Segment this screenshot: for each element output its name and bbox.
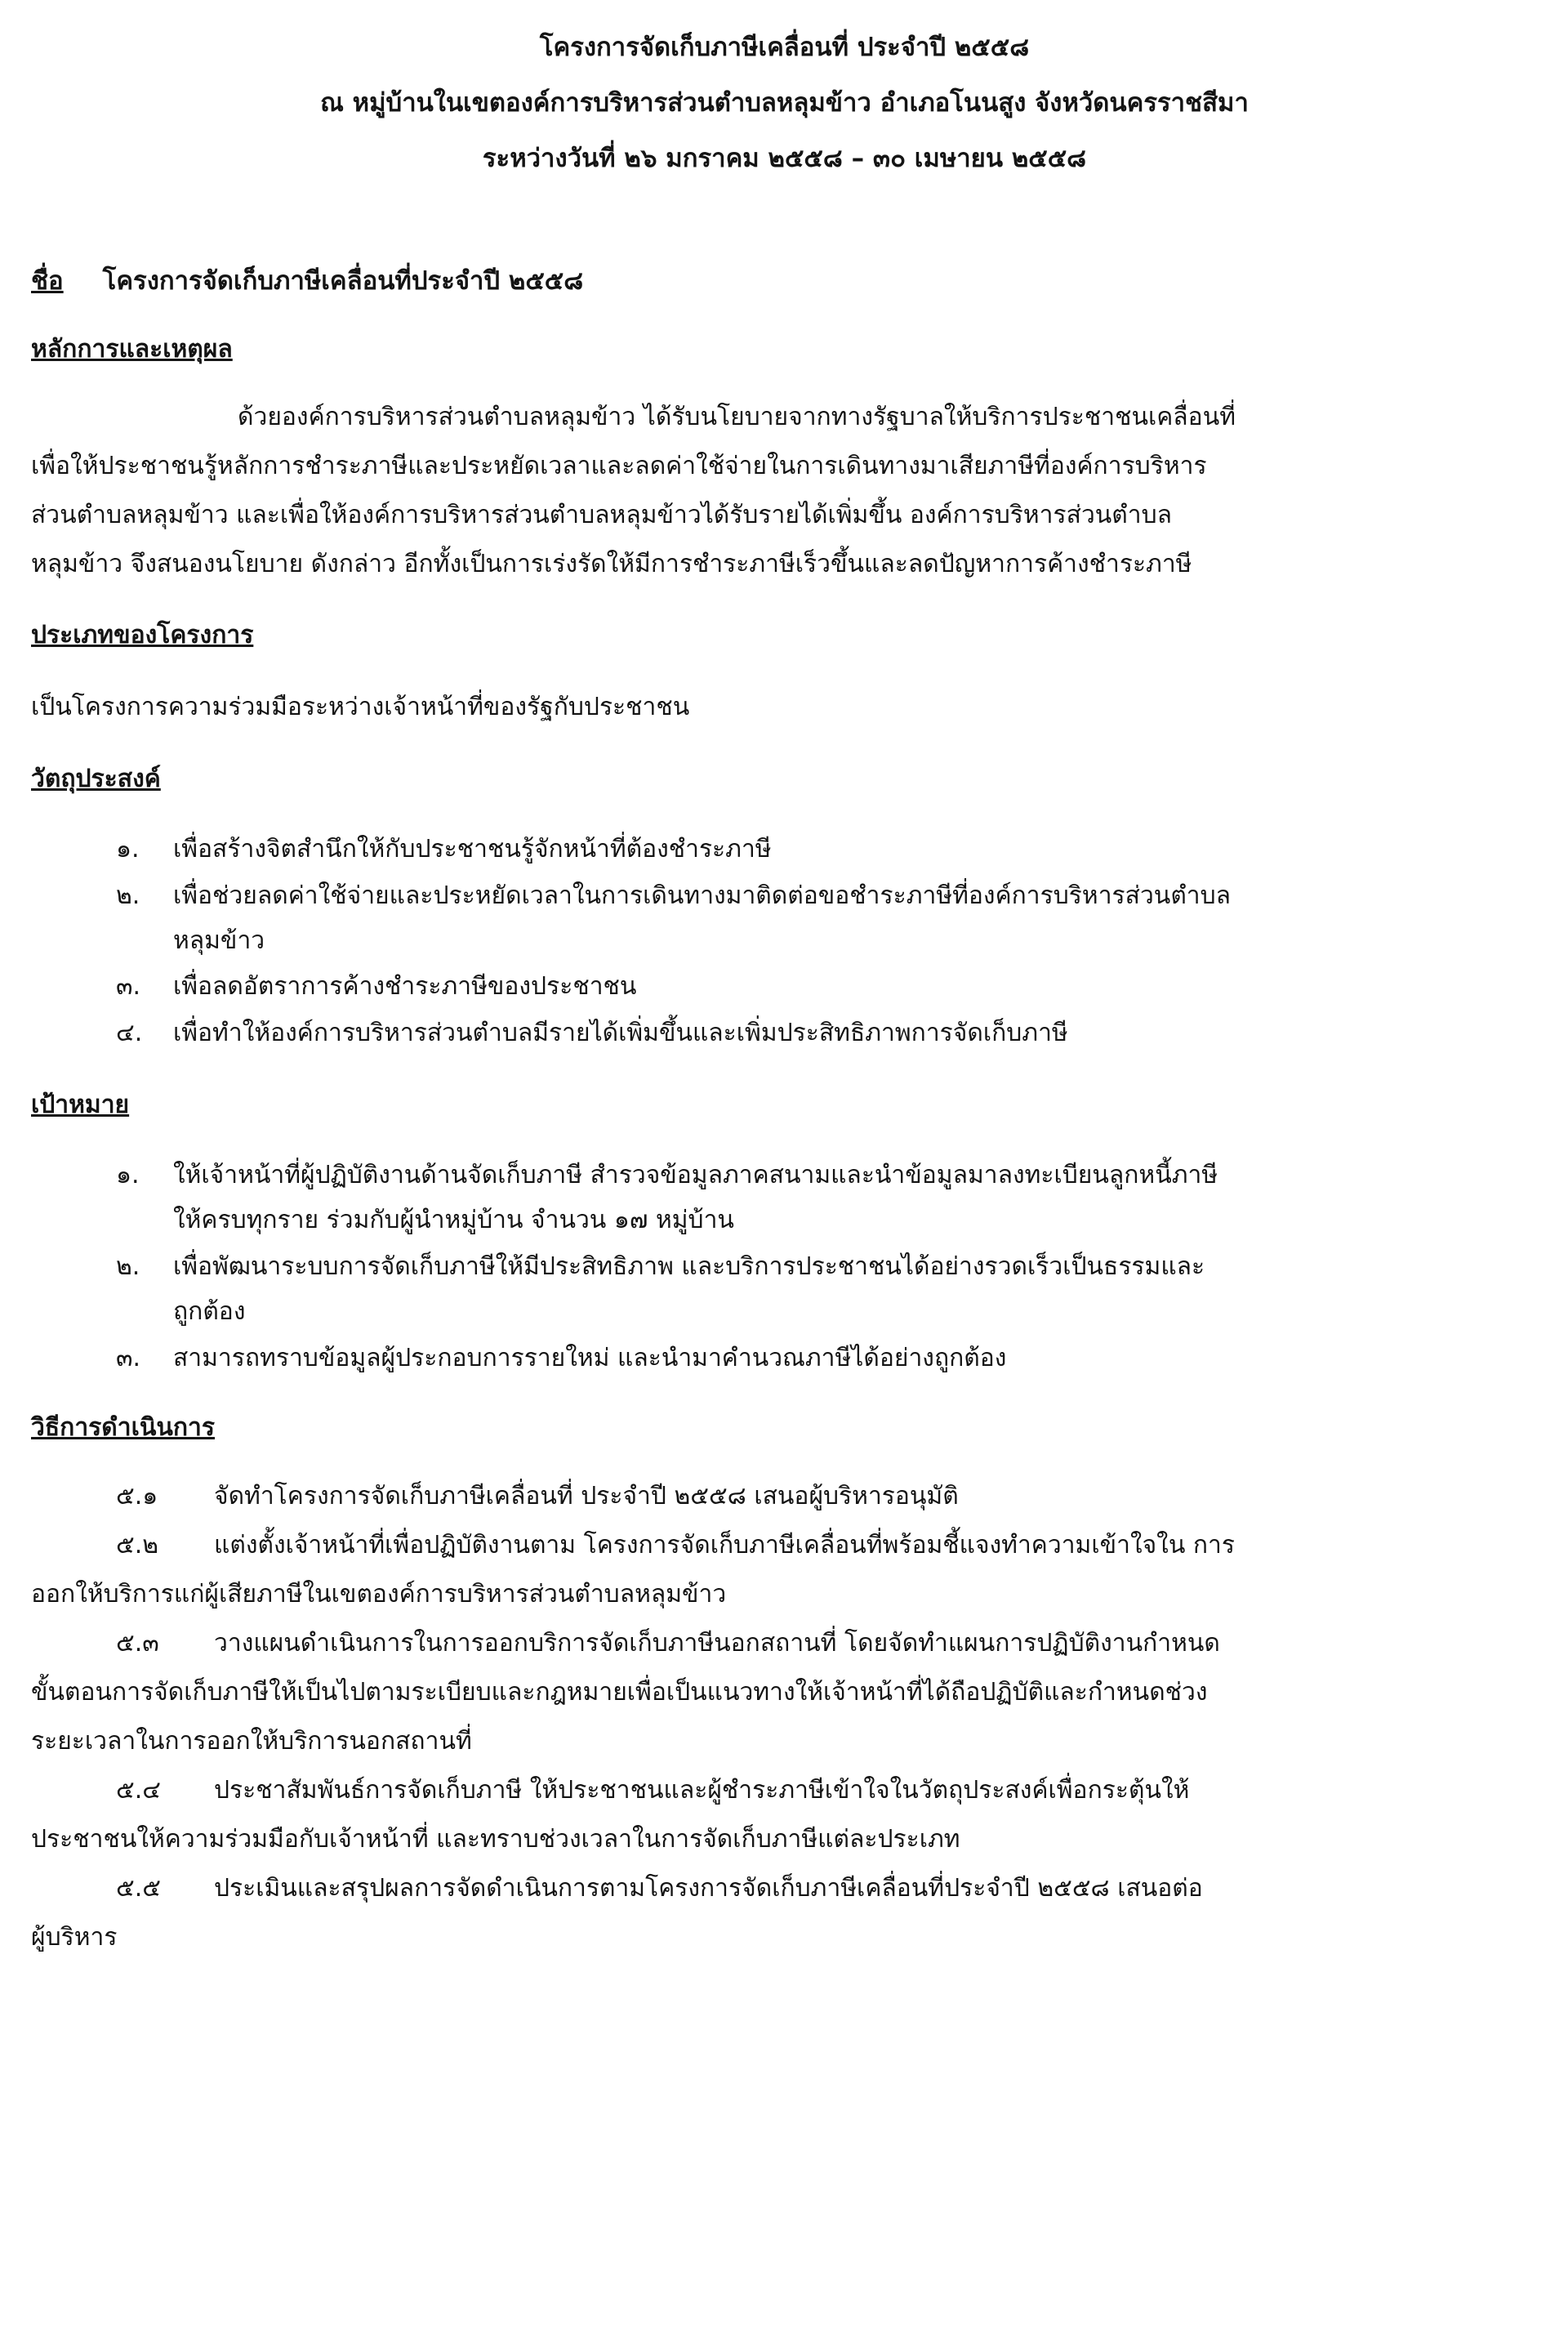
objective-item: [31, 880, 1538, 912]
method-item: [31, 1774, 1538, 1807]
principle-heading: หลักการและเหตุผล: [31, 335, 233, 364]
goal-item: [31, 1251, 1538, 1283]
method-text: แต่งตั้งเจ้าหน้าที่เพื่อปฏิบัติงานตาม โครงการจัดเก็บภาษีเคลื่อนที่พร้อมชี้แจงทำความเข้าใจใน การ: [214, 1531, 1235, 1559]
method-number: ๕.๑: [116, 1482, 158, 1510]
objective-number: ๒.: [116, 881, 140, 910]
goal-text-cont: ให้ครบทุกราย ร่วมกับผู้นำหมู่บ้าน จำนวน ๑๗ หมู่บ้าน: [173, 1206, 734, 1234]
method-number: ๕.๓: [116, 1629, 159, 1658]
goal-text-cont: ถูกต้อง: [173, 1297, 246, 1326]
objective-text: เพื่อทำให้องค์การบริหารส่วนตำบลมีรายได้เพิ่มขึ้นและเพิ่มประสิทธิภาพการจัดเก็บภาษี: [173, 1019, 1068, 1047]
goal-text: สามารถทราบข้อมูลผู้ประกอบการรายใหม่ และนำมาคำนวณภาษีได้อย่างถูกต้อง: [173, 1344, 1007, 1372]
method-text-cont: ระยะเวลาในการออกให้บริการนอกสถานที่: [31, 1727, 472, 1756]
method-text-cont: ออกให้บริการแก่ผู้เสียภาษีในเขตองค์การบริหารส่วนตำบลหลุมข้าว: [31, 1580, 727, 1608]
objective-number: ๑.: [116, 835, 140, 863]
method-item: [31, 1529, 1538, 1562]
project-name-label: ชื่อ: [31, 266, 64, 296]
method-text: ประชาสัมพันธ์การจัดเก็บภาษี ให้ประชาชนและผู้ชำระภาษีเข้าใจในวัตถุประสงค์เพื่อกระตุ้นให้: [214, 1776, 1190, 1805]
goal-item: [31, 1159, 1538, 1192]
goal-text: ให้เจ้าหน้าที่ผู้ปฏิบัติงานด้านจัดเก็บภาษี สำรวจข้อมูลภาคสนามและนำข้อมูลมาลงทะเบียนลูกหนี้ภาษี: [173, 1161, 1218, 1189]
objective-text: เพื่อช่วยลดค่าใช้จ่ายและประหยัดเวลาในการเดินทางมาติดต่อขอชำระภาษีที่องค์การบริหารส่วนตำบล: [173, 881, 1232, 910]
goal-number: ๒.: [116, 1252, 140, 1281]
method-text: ประเมินและสรุปผลการจัดดำเนินการตามโครงการจัดเก็บภาษีเคลื่อนที่ประจำปี ๒๕๕๘ เสนอต่อ: [214, 1874, 1203, 1903]
method-number: ๕.๔: [116, 1776, 161, 1805]
objective-text: เพื่อลดอัตราการค้างชำระภาษีของประชาชน: [173, 972, 637, 1001]
objective-text-cont: หลุมข้าว: [173, 926, 265, 955]
goals-heading: เป้าหมาย: [31, 1091, 130, 1119]
objective-number: ๔.: [116, 1019, 143, 1047]
method-item: [31, 1627, 1538, 1660]
goal-text: เพื่อพัฒนาระบบการจัดเก็บภาษีให้มีประสิทธิภาพ และบริการประชาชนได้อย่างรวดเร็วเป็นธรรมและ: [173, 1252, 1205, 1281]
type-heading: ประเภทของโครงการ: [31, 621, 254, 649]
objectives-heading: วัตถุประสงค์: [31, 765, 161, 793]
method-text-cont: ประชาชนให้ความร่วมมือกับเจ้าหน้าที่ และทราบช่วงเวลาในการจัดเก็บภาษีแต่ละประเภท: [31, 1825, 960, 1854]
method-text-cont: ผู้บริหาร: [31, 1923, 118, 1952]
goal-number: ๑.: [116, 1161, 140, 1189]
method-text: วางแผนดำเนินการในการออกบริการจัดเก็บภาษีนอกสถานที่ โดยจัดทำแผนการปฏิบัติงานกำหนด: [214, 1629, 1220, 1658]
objective-item: [31, 833, 1538, 866]
method-text: จัดทำโครงการจัดเก็บภาษีเคลื่อนที่ ประจำปี ๒๕๕๘ เสนอผู้บริหารอนุมัติ: [214, 1482, 959, 1510]
objective-text: เพื่อสร้างจิตสำนึกให้กับประชาชนรู้จักหน้าที่ต้องชำระภาษี: [173, 835, 772, 863]
principle-line-1: ด้วยองค์การบริหารส่วนตำบลหลุมข้าว ได้รับนโยบายจากทางรัฐบาลให้บริการประชาชนเคลื่อนที่: [238, 403, 1236, 431]
objective-item: [31, 970, 1538, 1003]
method-number: ๕.๒: [116, 1531, 159, 1559]
methods-heading: วิธีการดำเนินการ: [31, 1413, 215, 1442]
method-number: ๕.๕: [116, 1874, 161, 1903]
objective-item: [31, 1017, 1538, 1050]
project-name-value: โครงการจัดเก็บภาษีเคลื่อนที่ประจำปี ๒๕๕๘: [102, 266, 584, 296]
title-line-1: โครงการจัดเก็บภาษีเคลื่อนที่ ประจำปี ๒๕๕๘: [539, 33, 1030, 62]
principle-line-2: เพื่อให้ประชาชนรู้หลักการชำระภาษีและประหยัดเวลาและลดค่าใช้จ่ายในการเดินทางมาเสียภาษีที่องค์การบริหาร: [31, 452, 1207, 480]
goal-number: ๓.: [116, 1344, 141, 1372]
objective-number: ๓.: [116, 972, 141, 1001]
principle-line-4: หลุมข้าว จึงสนองนโยบาย ดังกล่าว อีกทั้งเป็นการเร่งรัดให้มีการชำระภาษีเร็วขึ้นและลดปัญหาการค้างชำระภาษี: [31, 550, 1192, 578]
method-text-cont: ขั้นตอนการจัดเก็บภาษีให้เป็นไปตามระเบียบและกฎหมายเพื่อเป็นแนวทางให้เจ้าหน้าที่ได้ถือปฏิบัติและกำหนดช่วง: [31, 1678, 1208, 1707]
goal-item: [31, 1342, 1538, 1375]
title-line-2: ณ หมู่บ้านในเขตองค์การบริหารส่วนตำบลหลุมข้าว อำเภอโนนสูง จังหวัดนครราชสีมา: [320, 88, 1249, 118]
method-item: [31, 1480, 1538, 1513]
type-text: เป็นโครงการความร่วมมือระหว่างเจ้าหน้าที่ของรัฐกับประชาชน: [31, 693, 690, 721]
method-item: [31, 1872, 1538, 1905]
title-line-3: ระหว่างวันที่ ๒๖ มกราคม ๒๕๕๘ – ๓๐ เมษายน ๒๕๕๘: [482, 144, 1087, 173]
project-name: [31, 265, 1538, 297]
principle-line-3: ส่วนตำบลหลุมข้าว และเพื่อให้องค์การบริหารส่วนตำบลหลุมข้าวได้รับรายได้เพิ่มขึ้น องค์การบริหารส่วนตำบล: [31, 501, 1173, 529]
document-page: [31, 0, 1538, 1954]
